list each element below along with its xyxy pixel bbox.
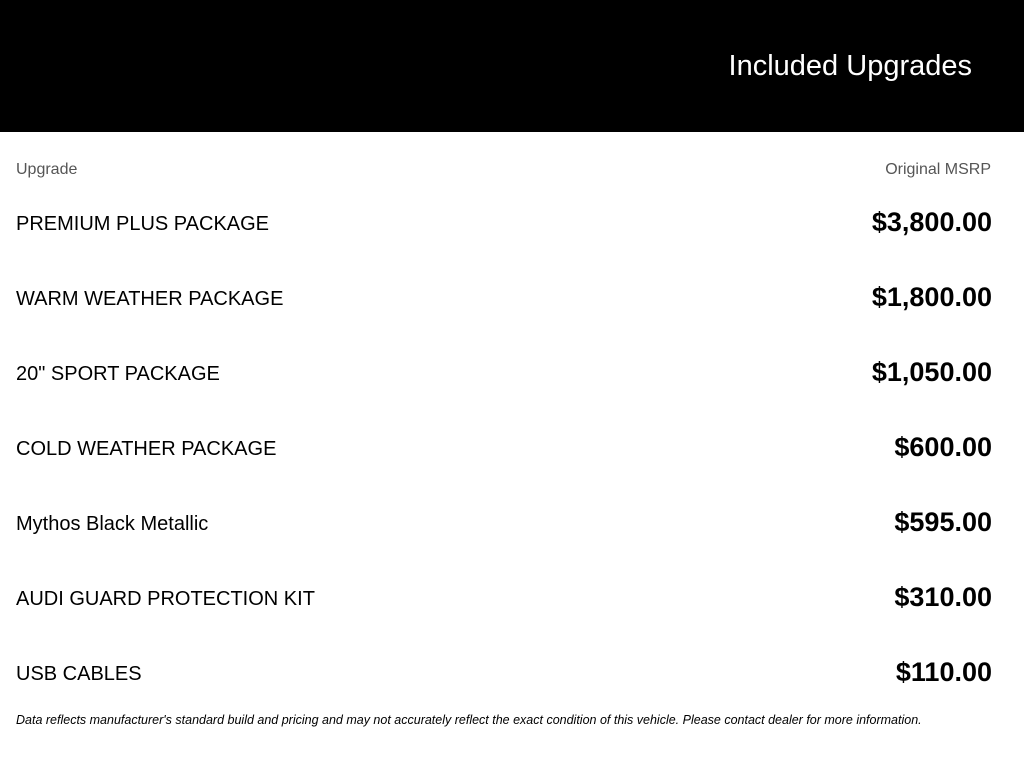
column-header-msrp: Original MSRP xyxy=(885,161,991,178)
table-row xyxy=(0,560,1024,635)
table-row xyxy=(0,410,1024,485)
header-bar xyxy=(0,0,1024,132)
upgrade-price: $600.00 xyxy=(894,432,992,462)
upgrade-name: WARM WEATHER PACKAGE xyxy=(16,288,284,310)
page-title: Included Upgrades xyxy=(728,50,972,82)
upgrade-price: $595.00 xyxy=(894,507,992,537)
upgrade-price: $3,800.00 xyxy=(871,207,992,237)
disclaimer-text: Data reflects manufacturer's standard build and pricing and may not accurately reflect the exact condition of this vehicle. Please contact dealer for more information. xyxy=(16,713,922,727)
table-row xyxy=(0,185,1024,260)
table-row xyxy=(0,335,1024,410)
upgrade-name: Mythos Black Metallic xyxy=(16,513,209,535)
upgrade-price: $110.00 xyxy=(895,657,992,687)
upgrade-price: $1,050.00 xyxy=(871,357,992,387)
upgrade-price: $1,800.00 xyxy=(871,282,992,312)
upgrade-name: 20" SPORT PACKAGE xyxy=(16,363,220,385)
upgrade-price: $310.00 xyxy=(894,582,992,612)
column-header-upgrade: Upgrade xyxy=(16,161,78,178)
upgrade-name: PREMIUM PLUS PACKAGE xyxy=(16,213,270,235)
table-row xyxy=(0,485,1024,560)
upgrade-name: COLD WEATHER PACKAGE xyxy=(16,438,277,460)
table-row xyxy=(0,260,1024,335)
upgrades-list xyxy=(0,185,1024,710)
table-row xyxy=(0,635,1024,710)
upgrade-name: AUDI GUARD PROTECTION KIT xyxy=(16,588,315,610)
upgrade-name: USB CABLES xyxy=(16,663,142,685)
